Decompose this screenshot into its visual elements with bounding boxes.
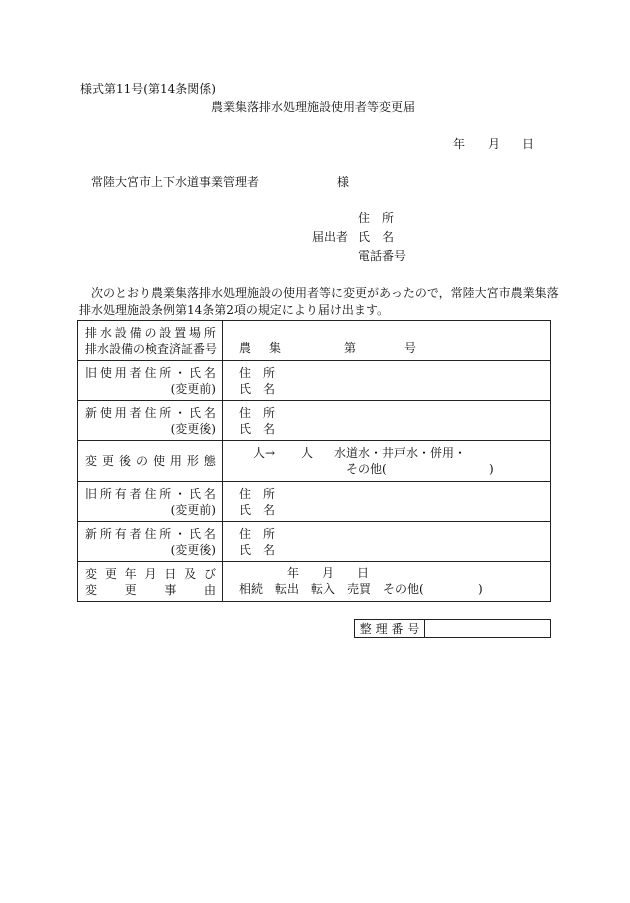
before-change-note: (変更前) <box>170 381 216 396</box>
applicant-phone-label: 電話番号 <box>358 249 407 263</box>
change-reasons: 相続 転出 転入 売買 その他( <box>239 582 424 596</box>
row-value-usage-type[interactable] <box>223 441 551 482</box>
date-month: 月 <box>488 137 501 151</box>
body-text-line1: 次のとおり農業集落排水処理施設の使用者等に変更があったので，常陸大宮市農業集落 <box>91 286 559 300</box>
gou-char: 号 <box>404 340 417 355</box>
document-title: 農業集落排水処理施設使用者等変更届 <box>211 100 416 114</box>
table-row <box>78 441 551 482</box>
row-label-new-user: 新 使 用 者 住 所 ・ 氏 名 (変更後) <box>78 401 223 441</box>
change-day: 日 <box>357 566 370 580</box>
table-row <box>78 562 551 602</box>
form-number: 様式第11号(第14条関係) <box>80 82 216 96</box>
reference-number-box <box>354 619 551 638</box>
after-change-note: (変更後) <box>170 421 216 436</box>
applicant-name-label: 氏 名 <box>358 230 395 244</box>
applicant-address-label: 住 所 <box>358 211 395 225</box>
name-label: 氏 名 <box>239 421 276 436</box>
change-notification-table <box>77 320 551 602</box>
row-value-new-user[interactable] <box>223 401 551 441</box>
row-label-old-owner: 旧 所 有 者 住 所 ・ 氏 名 (変更前) <box>78 482 223 522</box>
row-label-location <box>78 321 223 361</box>
name-label: 氏 名 <box>239 381 276 396</box>
address-label: 住 所 <box>239 405 276 420</box>
table-row <box>78 361 551 401</box>
address-label: 住 所 <box>239 486 276 501</box>
shuu-char: 集 <box>269 340 282 355</box>
row-value-new-owner[interactable] <box>223 522 551 562</box>
reasons-close: ) <box>478 582 483 596</box>
row-value-change-date-reason[interactable] <box>223 562 551 602</box>
address-label: 住 所 <box>239 365 276 380</box>
row-label-old-user: 旧 使 用 者 住 所 ・ 氏 名 (変更前) <box>78 361 223 401</box>
name-label: 氏 名 <box>239 502 276 517</box>
row-label-change-date-reason: 変 更 年 月 日 及 び 変 更 事 由 <box>78 562 223 602</box>
name-label: 氏 名 <box>239 542 276 557</box>
row-value-old-user[interactable] <box>223 361 551 401</box>
other-option: その他( <box>346 462 387 476</box>
row-label-new-owner: 新 所 有 者 住 所 ・ 氏 名 (変更後) <box>78 522 223 562</box>
after-change-note: (変更後) <box>170 542 216 557</box>
addressee: 常陸大宮市上下水道事業管理者 <box>91 175 260 189</box>
table-row <box>78 482 551 522</box>
change-year: 年 <box>287 566 300 580</box>
change-month: 月 <box>322 566 335 580</box>
people-after: 人 <box>301 446 314 460</box>
body-text-line2: 排水処理施設条例第14条第2項の規定により届け出ます。 <box>79 303 389 317</box>
honorific: 様 <box>337 175 350 189</box>
reference-number-label: 整 理 番 号 <box>355 620 425 638</box>
table-row <box>78 401 551 441</box>
table-row <box>78 321 551 361</box>
label-inspection-number: 排水設備の検査済証番号 <box>85 341 218 356</box>
dai-char: 第 <box>344 340 357 355</box>
reference-number-field[interactable] <box>425 620 551 638</box>
nou-char: 農 <box>239 340 252 355</box>
row-value-old-owner[interactable] <box>223 482 551 522</box>
people-before: 人→ <box>253 446 276 460</box>
label-location: 排 水 設 備 の 設 置 場 所 <box>85 325 216 340</box>
row-value-location[interactable] <box>223 321 551 361</box>
before-change-note: (変更前) <box>170 502 216 517</box>
applicant-label: 届出者 <box>312 230 349 244</box>
water-source-options: 水道水・井戸水・併用・ <box>334 446 467 460</box>
date-year: 年 <box>453 137 466 151</box>
other-close: ) <box>489 462 494 476</box>
address-label: 住 所 <box>239 526 276 541</box>
table-row <box>78 522 551 562</box>
date-day: 日 <box>522 137 535 151</box>
row-label-usage-type: 変 更 後 の 使 用 形 態 <box>78 441 223 482</box>
